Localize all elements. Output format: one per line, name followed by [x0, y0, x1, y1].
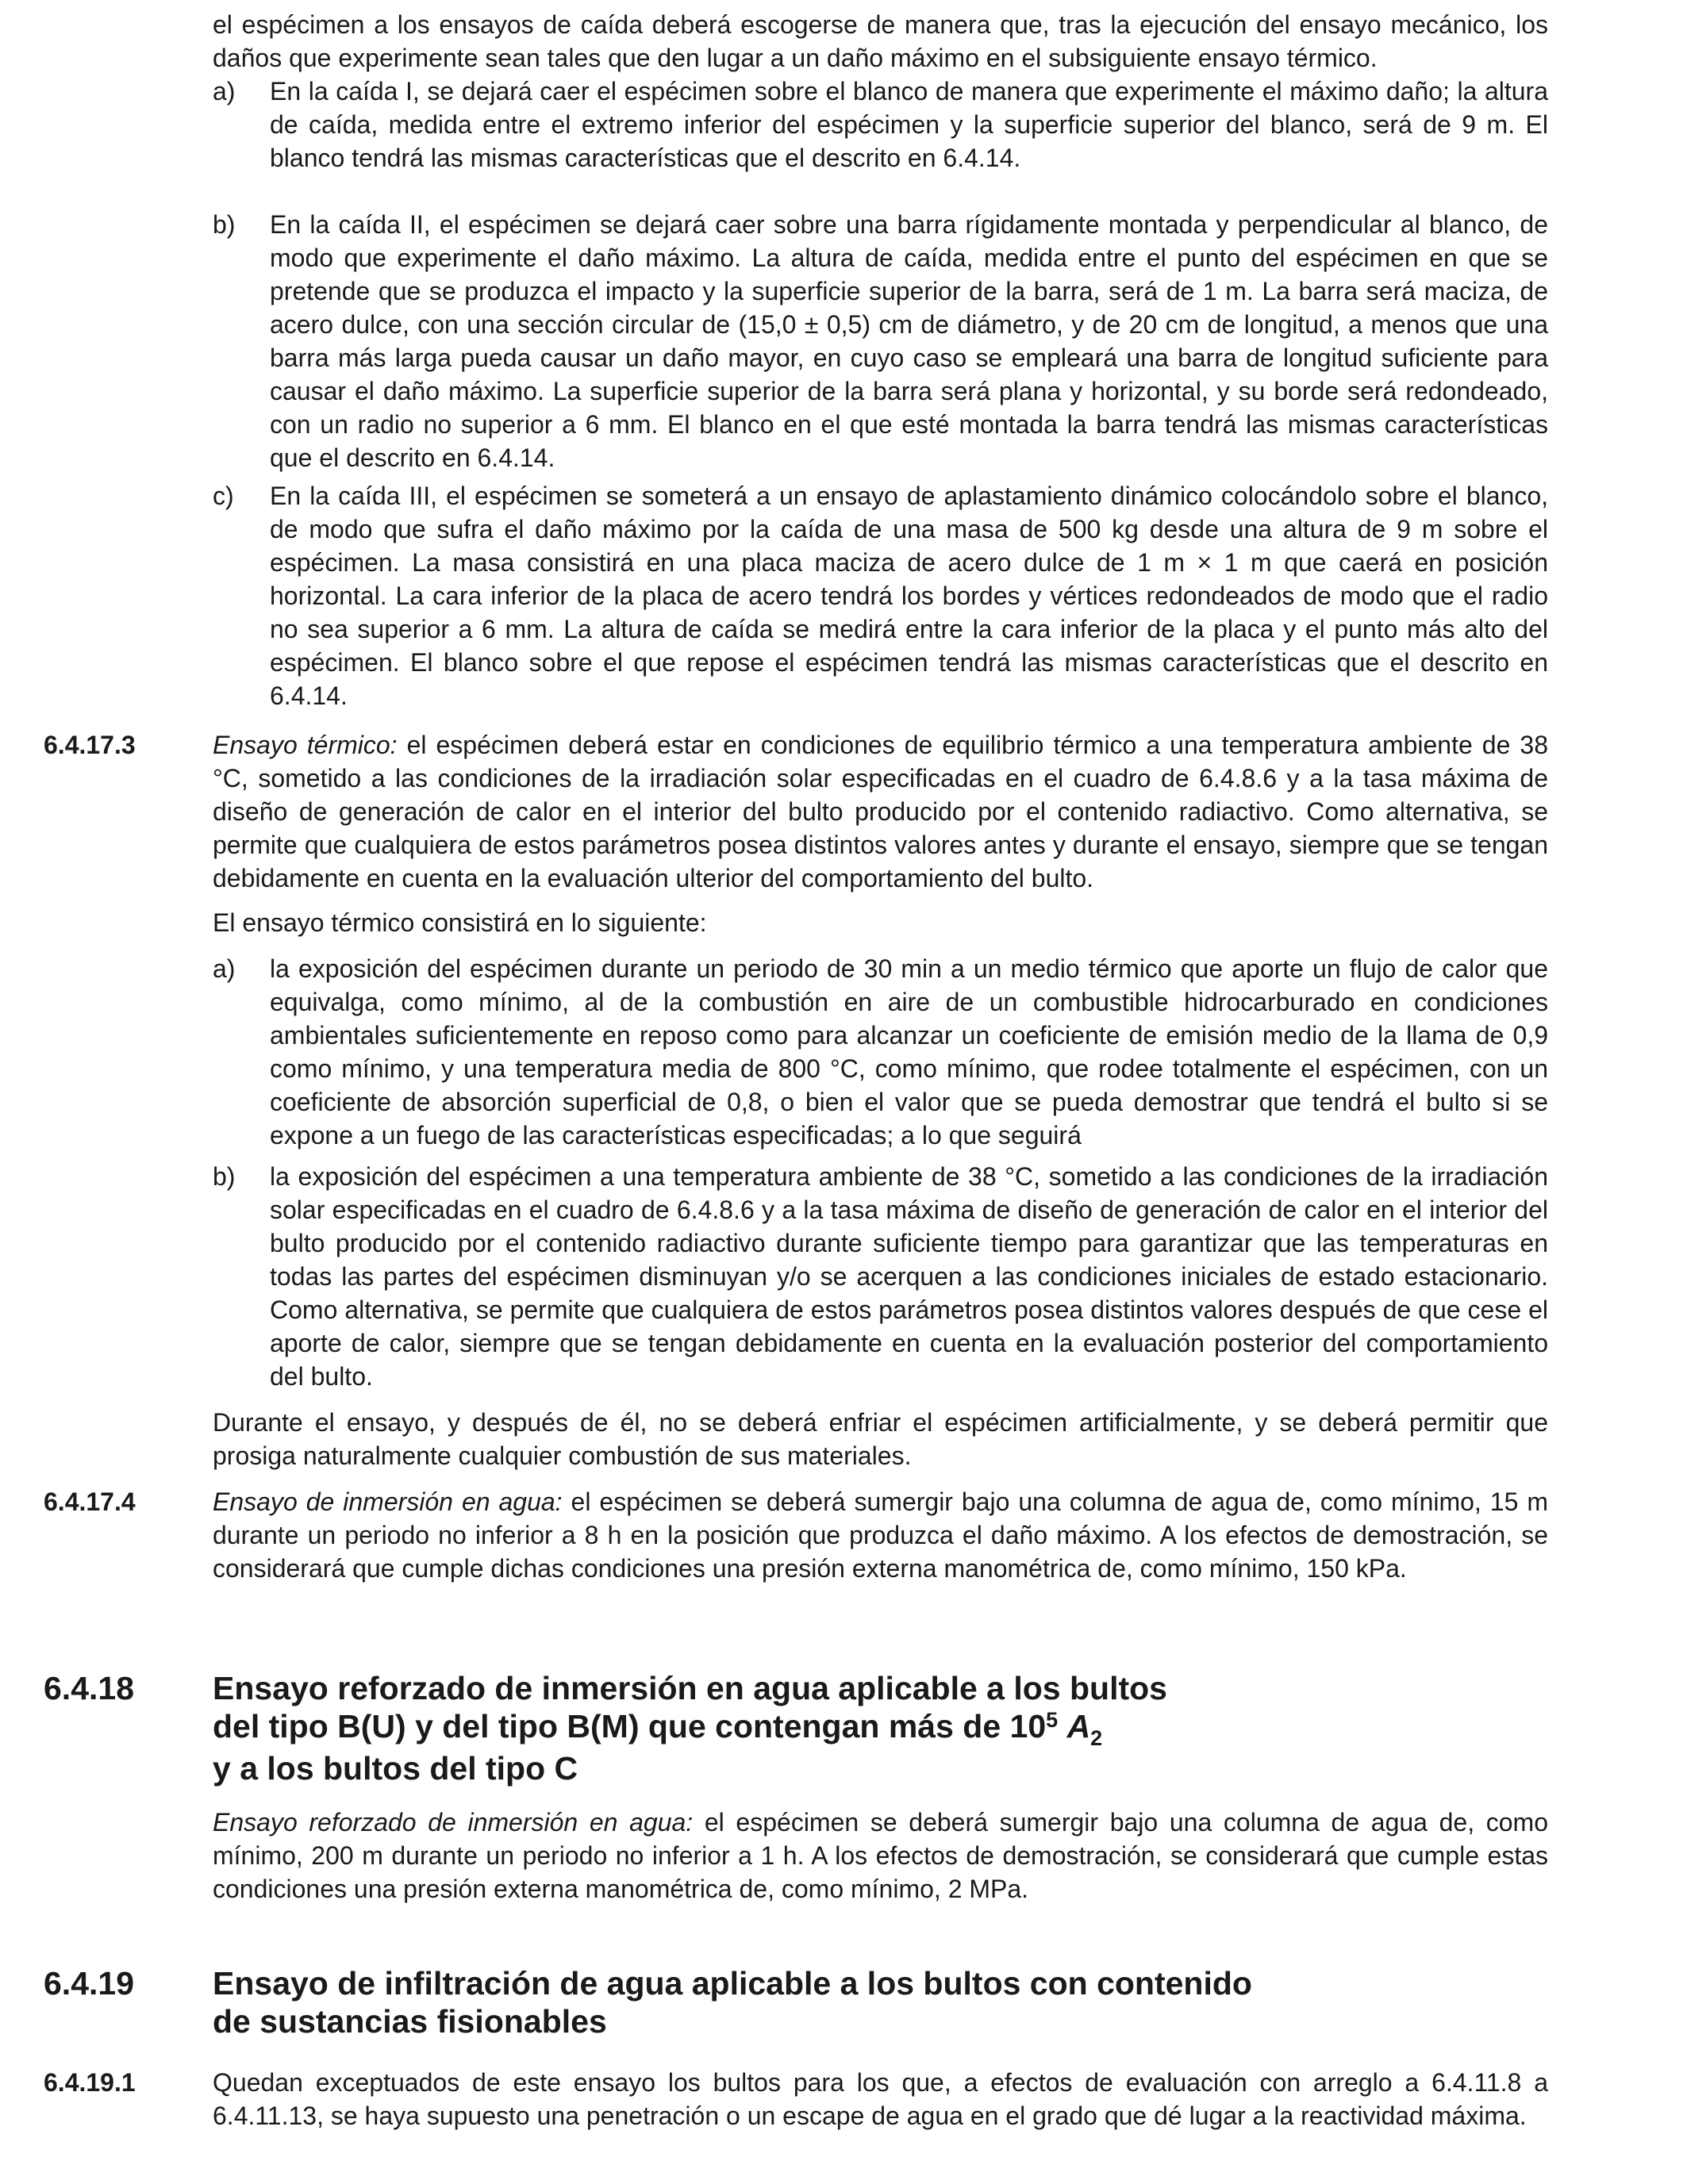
section-number: 6.4.19.1	[44, 2068, 136, 2097]
list-item-text: En la caída I, se dejará caer el espécimen sobre el blanco de manera que experimente el máximo daño; la altura de caída, medida entre el extremo inferior del espécimen y la superficie superior del blanco, será de 9 m. El blanco tendrá las mismas características que el descrito en 6.4.14.	[270, 77, 1548, 172]
water-immersion-paragraph	[213, 1485, 1548, 1585]
a2-symbol	[1066, 1708, 1103, 1750]
section-heading	[213, 1669, 1403, 1787]
a-letter: A	[1066, 1708, 1091, 1745]
heading-line: y a los bultos del tipo C	[213, 1750, 578, 1787]
thermal-test-paragraph	[213, 728, 1548, 895]
drop-item-c	[213, 479, 1548, 712]
section-text: el espécimen deberá estar en condiciones de equilibrio térmico a una temperatura ambiente de 38 °C, sometido a las condiciones de la irradiación solar especificadas en el cuadro de 6.4.8.6 y a la tasa máxima de diseño de generación de calor en el interior del bulto producido por el contenido radiactivo. Como alternativa, se permite que cualquiera de estos parámetros posea distintos valores antes y durante el ensayo, siempre que se tengan debidamente en cuenta en la evaluación ulterior del comportamiento del bulto.	[213, 731, 1549, 892]
section-text: el espécimen se deberá sumergir bajo una columna de agua de, como mínimo, 200 m durante un periodo no inferior a 1 h. A los efectos de demostración, se considerará que cumple estas condiciones una presión externa manométrica de, como mínimo, 2 MPa.	[213, 1808, 1549, 1903]
section-text: el espécimen se deberá sumergir bajo una columna de agua de, como mínimo, 15 m durante un periodo no inferior a 8 h en la posición que produzca el daño máximo. A los efectos de demostración, se considerará que cumple dichas condiciones una presión externa manométrica de, como mínimo, 150 kPa.	[213, 1487, 1549, 1583]
section-lead: Ensayo reforzado de inmersión en agua:	[213, 1808, 694, 1837]
list-marker: c)	[213, 482, 234, 510]
list-marker: a)	[213, 954, 236, 983]
drop-item-a	[213, 75, 1548, 175]
section-lead: Ensayo de inmersión en agua:	[213, 1487, 563, 1516]
heading-number: 6.4.18	[44, 1670, 134, 1706]
thermal-item-a	[213, 952, 1548, 1152]
section-number: 6.4.17.4	[44, 1487, 136, 1516]
section-heading	[213, 1964, 1403, 2040]
heading-text: del tipo B(U) y del tipo B(M) que contengan más de 10	[213, 1708, 1047, 1745]
section-lead: Ensayo térmico:	[213, 731, 398, 759]
list-marker: b)	[213, 210, 236, 239]
heading-line: Ensayo de infiltración de agua aplicable a los bultos con contenido	[213, 1965, 1252, 2002]
list-item-text: En la caída III, el espécimen se someterá a un ensayo de aplastamiento dinámico colocándolo sobre el blanco, de modo que sufra el daño máximo por la caída de una masa de 500 kg desde una altura de 9 m sobre el espécimen. La masa consistirá en una placa maciza de acero dulce de 1 m × 1 m que caerá en posición horizontal. La cara inferior de la placa de acero tendrá los bordes y vértices redondeados de modo que el radio no sea superior a 6 mm. La altura de caída se medirá entre la cara inferior de la placa y el punto más alto del espécimen. El blanco sobre el que repose el espécimen tendrá las mismas características que el descrito en 6.4.14.	[270, 482, 1548, 710]
thermal-test-consist: El ensayo térmico consistirá en lo siguiente:	[213, 908, 707, 937]
intro-paragraph: el espécimen a los ensayos de caída deberá escogerse de manera que, tras la ejecución del ensayo mecánico, los daños que experimente sean tales que den lugar a un daño máximo en el subsiguiente ensayo térmico.	[213, 10, 1548, 72]
superscript: 5	[1046, 1708, 1059, 1732]
infiltration-paragraph: Quedan exceptuados de este ensayo los bultos para los que, a efectos de evaluación con arreglo a 6.4.11.8 a 6.4.11.13, se haya supuesto una penetración o un escape de agua en el grado que dé lugar a la reactividad máxima.	[213, 2068, 1548, 2130]
heading-line	[213, 1707, 1403, 1749]
list-item-text: la exposición del espécimen a una temperatura ambiente de 38 °C, sometido a las condiciones de la irradiación solar especificadas en el cuadro de 6.4.8.6 y a la tasa máxima de diseño de generación de calor en el interior del bulto producido por el contenido radiactivo durante suficiente tiempo para garantizar que las temperaturas en todas las partes del espécimen disminuyan y/o se acerquen a las condiciones iniciales de estado estacionario. Como alternativa, se permite que cualquiera de estos parámetros posea distintos valores después de que cese el aporte de calor, siempre que se tengan debidamente en cuenta en la evaluación posterior del comportamiento del bulto.	[270, 1162, 1548, 1391]
list-item-text: En la caída II, el espécimen se dejará caer sobre una barra rígidamente montada y perpendicular al blanco, de modo que experimente el daño máximo. La altura de caída, medida entre el punto del espécimen en que se pretende que se produzca el impacto y la superficie superior de la barra, será de 1 m. La barra será maciza, de acero dulce, con una sección circular de (15,0 ± 0,5) cm de diámetro, y de 20 cm de longitud, a menos que una barra más larga pueda causar un daño mayor, en cuyo caso se empleará una barra de longitud suficiente para causar el daño máximo. La superficie superior de la barra será plana y horizontal, y su borde será redondeado, con un radio no superior a 6 mm. El blanco en el que esté montada la barra tendrá las mismas características que el descrito en 6.4.14.	[270, 210, 1548, 472]
list-marker: b)	[213, 1162, 236, 1191]
subscript: 2	[1090, 1726, 1103, 1750]
thermal-item-b	[213, 1160, 1548, 1393]
heading-number: 6.4.19	[44, 1965, 134, 2002]
heading-line: de sustancias fisionables	[213, 2003, 607, 2040]
reinforced-immersion-paragraph	[213, 1806, 1548, 1906]
thermal-test-closing: Durante el ensayo, y después de él, no se deberá enfriar el espécimen artificialmente, y se deberá permitir que prosiga naturalmente cualquier combustión de sus materiales.	[213, 1408, 1548, 1470]
section-number: 6.4.17.3	[44, 731, 136, 759]
drop-item-b	[213, 208, 1548, 474]
list-marker: a)	[213, 77, 236, 106]
heading-line: Ensayo reforzado de inmersión en agua aplicable a los bultos	[213, 1670, 1167, 1706]
list-item-text: la exposición del espécimen durante un periodo de 30 min a un medio térmico que aporte un flujo de calor que equivalga, como mínimo, al de la combustión en aire de un combustible hidrocarburado en condiciones ambientales suficientemente en reposo como para alcanzar un coeficiente de emisión medio de la llama de 0,9 como mínimo, y una temperatura media de 800 °C, como mínimo, que rodee totalmente el espécimen, con un coeficiente de absorción superficial de 0,8, o bien el valor que se pueda demostrar que tendrá el bulto si se expone a un fuego de las características especificadas; a lo que seguirá	[270, 954, 1548, 1150]
